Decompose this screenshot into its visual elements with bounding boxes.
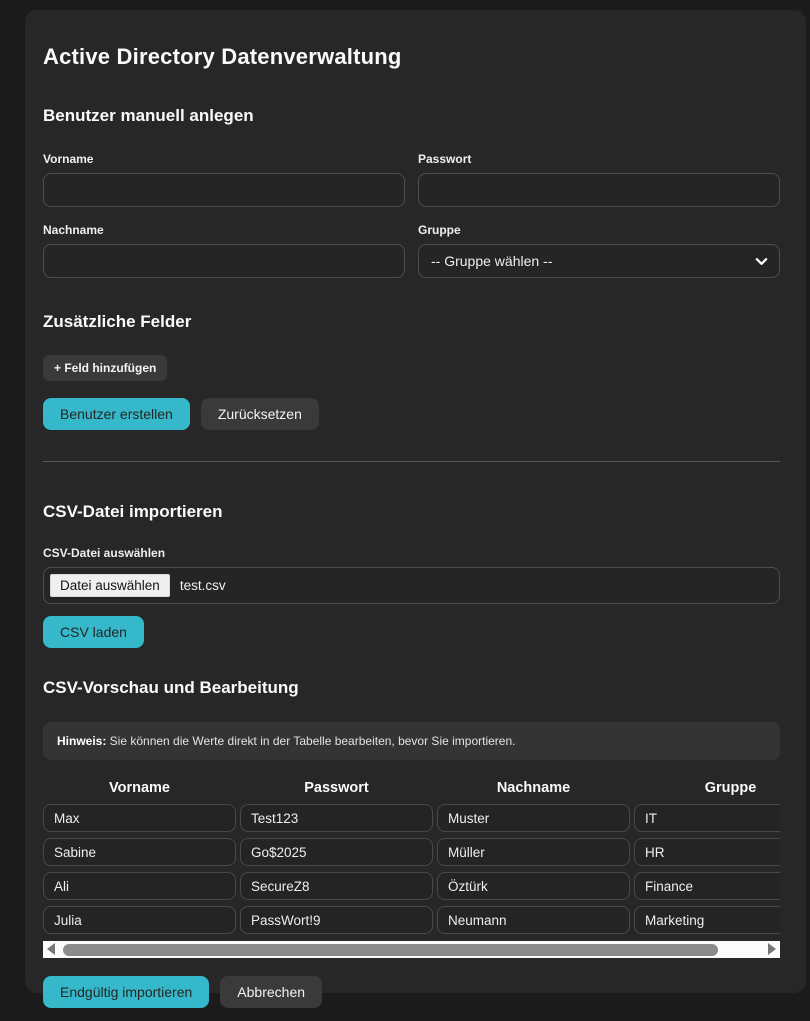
main-card bbox=[25, 10, 806, 1000]
hint-text: Sie können die Werte direkt in der Tabelle bearbeiten, bevor Sie importieren. bbox=[106, 734, 516, 748]
cell-input-vorname-row3[interactable] bbox=[43, 872, 236, 900]
cell-input-nachname-row4[interactable] bbox=[437, 906, 630, 934]
cell-input-nachname-row2[interactable] bbox=[437, 838, 630, 866]
csv-load-button[interactable]: CSV laden bbox=[43, 616, 144, 648]
cell-input-gruppe-row2[interactable] bbox=[634, 838, 780, 866]
cancel-button[interactable]: Abbrechen bbox=[220, 976, 322, 1008]
table-body bbox=[43, 804, 780, 934]
table-header-row bbox=[43, 780, 780, 804]
scrollbar-thumb[interactable] bbox=[63, 944, 718, 956]
table-row bbox=[43, 838, 780, 866]
csv-file-label: CSV-Datei auswählen bbox=[43, 546, 166, 560]
csv-preview-table bbox=[43, 780, 780, 940]
table-row bbox=[43, 872, 780, 900]
nachname-input[interactable] bbox=[43, 244, 405, 278]
extra-fields-heading: Zusätzliche Felder bbox=[43, 312, 192, 331]
vorname-label: Vorname bbox=[43, 152, 94, 166]
passwort-input[interactable] bbox=[418, 173, 780, 207]
manual-user-form bbox=[43, 152, 780, 278]
choose-file-button[interactable]: Datei auswählen bbox=[50, 574, 170, 597]
cell-input-passwort-row3[interactable] bbox=[240, 872, 433, 900]
cell-input-gruppe-row1[interactable] bbox=[634, 804, 780, 832]
column-header-vorname: Vorname bbox=[109, 780, 170, 796]
horizontal-scrollbar[interactable] bbox=[43, 941, 780, 958]
hint-box bbox=[43, 722, 780, 760]
cell-input-nachname-row3[interactable] bbox=[437, 872, 630, 900]
section-divider bbox=[43, 461, 780, 462]
add-field-button[interactable]: + Feld hinzufügen bbox=[43, 355, 167, 381]
vorname-field-group bbox=[43, 152, 405, 207]
cell-input-passwort-row1[interactable] bbox=[240, 804, 433, 832]
table-row bbox=[43, 906, 780, 934]
column-header-nachname: Nachname bbox=[496, 780, 571, 796]
selected-file-name: test.csv bbox=[179, 578, 226, 593]
create-user-button[interactable]: Benutzer erstellen bbox=[43, 398, 190, 430]
page-title: Active Directory Datenverwaltung bbox=[43, 44, 402, 69]
cell-input-gruppe-row4[interactable] bbox=[634, 906, 780, 934]
nachname-label: Nachname bbox=[43, 223, 104, 237]
vorname-input[interactable] bbox=[43, 173, 405, 207]
cell-input-vorname-row4[interactable] bbox=[43, 906, 236, 934]
cell-input-vorname-row2[interactable] bbox=[43, 838, 236, 866]
cell-input-passwort-row4[interactable] bbox=[240, 906, 433, 934]
hint-label: Hinweis: bbox=[57, 734, 107, 748]
nachname-field-group bbox=[43, 223, 405, 278]
scrollbar-right-arrow-icon[interactable] bbox=[768, 943, 776, 955]
manual-section-heading: Benutzer manuell anlegen bbox=[43, 106, 254, 125]
csv-preview-heading: CSV-Vorschau und Bearbeitung bbox=[43, 678, 299, 697]
passwort-label: Passwort bbox=[418, 152, 472, 166]
cell-input-vorname-row1[interactable] bbox=[43, 804, 236, 832]
gruppe-label: Gruppe bbox=[418, 223, 461, 237]
scrollbar-left-arrow-icon[interactable] bbox=[47, 943, 55, 955]
csv-import-heading: CSV-Datei importieren bbox=[43, 502, 223, 521]
final-import-button[interactable]: Endgültig importieren bbox=[43, 976, 209, 1008]
gruppe-select[interactable] bbox=[418, 244, 780, 278]
column-header-gruppe: Gruppe bbox=[704, 780, 757, 796]
reset-button[interactable]: Zurücksetzen bbox=[201, 398, 319, 430]
cell-input-passwort-row2[interactable] bbox=[240, 838, 433, 866]
column-header-passwort: Passwort bbox=[304, 780, 369, 796]
passwort-field-group bbox=[418, 152, 780, 207]
table-row bbox=[43, 804, 780, 832]
cell-input-nachname-row1[interactable] bbox=[437, 804, 630, 832]
cell-input-gruppe-row3[interactable] bbox=[634, 872, 780, 900]
gruppe-field-group bbox=[418, 223, 780, 278]
csv-file-input[interactable] bbox=[43, 567, 780, 604]
